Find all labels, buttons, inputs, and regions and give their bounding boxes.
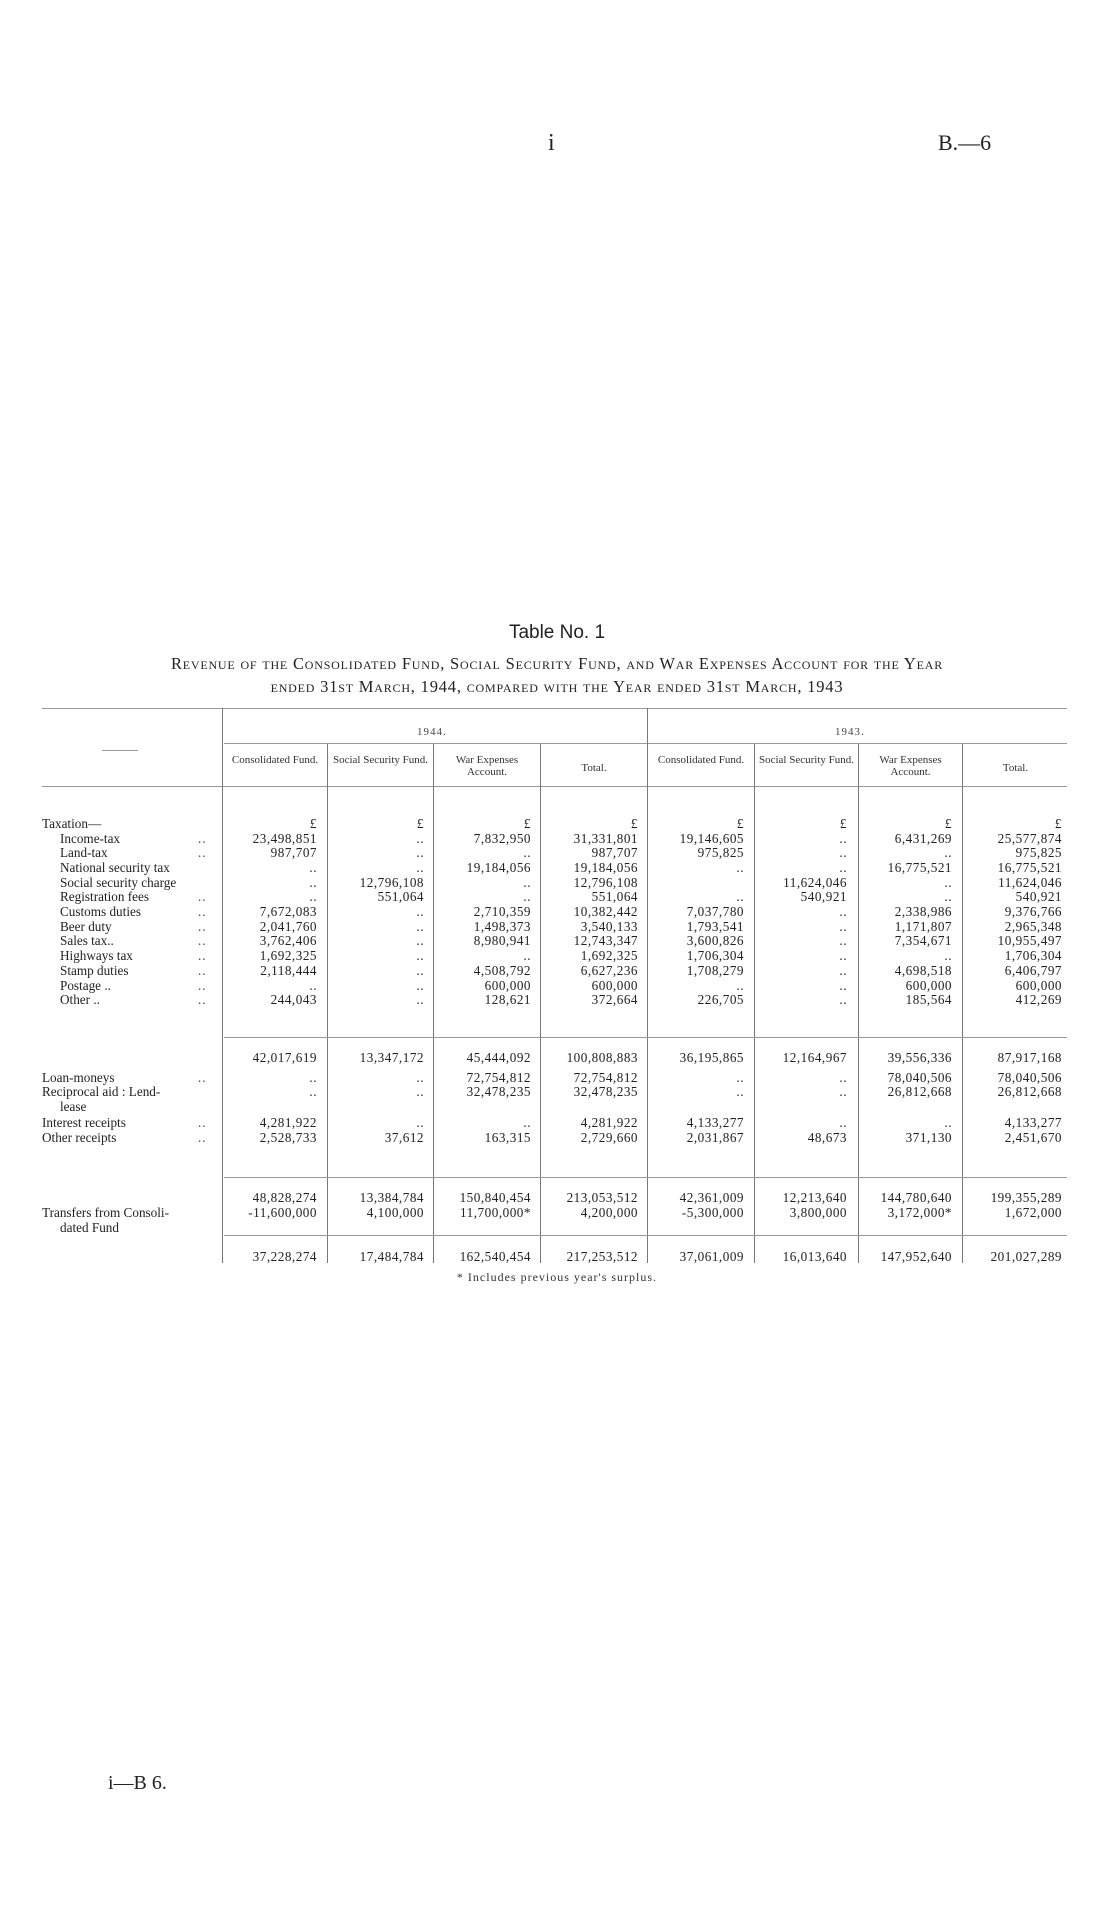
table-cell: 13,384,784	[359, 1190, 424, 1205]
table-cell: 1,171,807	[894, 919, 952, 934]
table-cell: 540,921	[800, 889, 847, 904]
table-cell: ..	[736, 1070, 744, 1085]
table-cell: 7,354,671	[894, 933, 952, 948]
table-cell: 7,037,780	[686, 904, 744, 919]
table-row	[42, 1206, 1067, 1221]
table-cell: 12,796,108	[359, 875, 424, 890]
table-cell: 37,612	[384, 1130, 424, 1145]
table-cell: 244,043	[270, 992, 317, 1007]
table-cell: ..	[523, 875, 531, 890]
table-cell: 17,484,784	[359, 1249, 424, 1264]
leader-dots: ..	[198, 1115, 207, 1130]
table-row	[42, 905, 1067, 920]
table-cell: 201,027,289	[990, 1249, 1062, 1264]
table-cell: ..	[736, 860, 744, 875]
table-cell: 2,338,986	[894, 904, 952, 919]
table-cell: 11,624,046	[783, 875, 847, 890]
table-cell: 45,444,092	[466, 1050, 531, 1065]
table-cell: ..	[839, 948, 847, 963]
table-cell: 48,673	[807, 1130, 847, 1145]
table-cell: ..	[309, 978, 317, 993]
col-head-total-1944: Total.	[581, 762, 607, 774]
table-cell: 1,706,304	[686, 948, 744, 963]
table-cell: ..	[416, 1070, 424, 1085]
table-cell: 551,064	[591, 889, 638, 904]
table-cell: 19,184,056	[466, 860, 531, 875]
table-cell: ..	[839, 831, 847, 846]
leader-dots: ..	[198, 1070, 207, 1085]
table-cell: 31,331,801	[573, 831, 638, 846]
table-cell: 19,184,056	[573, 860, 638, 875]
page-footer: i—B 6.	[108, 1772, 167, 1794]
subtotal-rule	[224, 1037, 1067, 1038]
table-cell: ..	[309, 875, 317, 890]
table-footnote: * Includes previous year's surplus.	[456, 1270, 658, 1284]
table-cell: £	[736, 816, 744, 831]
row-label: Transfers from Consoli-	[42, 1205, 169, 1220]
table-cell: ..	[944, 845, 952, 860]
table-cell: 199,355,289	[990, 1190, 1062, 1205]
table-cell: £	[523, 816, 531, 831]
table-cell: 2,451,670	[1004, 1130, 1062, 1145]
leader-dots: ..	[198, 963, 207, 978]
table-cell: ..	[523, 889, 531, 904]
table-cell: ..	[944, 875, 952, 890]
row-label: Interest receipts	[42, 1115, 126, 1130]
table-row	[42, 832, 1067, 847]
table-cell: 372,664	[591, 992, 638, 1007]
table-cell: 150,840,454	[459, 1190, 531, 1205]
subtitle-line-1: Revenue of the Consolidated Fund, Social Security Fund, and War Expenses Account for the Year	[170, 654, 944, 673]
table-cell: ..	[309, 889, 317, 904]
table-cell: 2,710,359	[473, 904, 531, 919]
row-label: dated Fund	[60, 1220, 119, 1235]
table-cell: 987,707	[270, 845, 317, 860]
table-cell: 78,040,506	[887, 1070, 952, 1085]
leader-dots: ..	[198, 1130, 207, 1145]
table-row	[42, 1221, 1067, 1236]
table-cell: 16,013,640	[782, 1249, 847, 1264]
table-cell: 78,040,506	[997, 1070, 1062, 1085]
row-label: Income-tax	[60, 831, 121, 846]
row-label: Social security charge	[60, 875, 177, 890]
row-label: Customs duties	[60, 904, 141, 919]
table-row	[42, 1100, 1067, 1115]
table-cell: 10,955,497	[997, 933, 1062, 948]
header-rule	[42, 786, 1067, 787]
table-cell: 4,508,792	[473, 963, 531, 978]
col-head-war-expenses-1943: War Expenses Account.	[879, 754, 942, 778]
table-cell: 987,707	[591, 845, 638, 860]
table-cell: 1,498,373	[473, 919, 531, 934]
table-cell: 12,743,347	[573, 933, 638, 948]
table-cell: £	[416, 816, 424, 831]
table-cell: 72,754,812	[466, 1070, 531, 1085]
table-cell: ..	[736, 1084, 744, 1099]
table-cell: ..	[944, 1115, 952, 1130]
table-row	[42, 817, 1067, 832]
table-cell: ..	[309, 860, 317, 875]
page-number: i	[548, 130, 555, 156]
table-cell: ..	[416, 919, 424, 934]
table-cell: 2,118,444	[260, 963, 317, 978]
table-cell: 2,965,348	[1004, 919, 1062, 934]
table-cell: ..	[523, 845, 531, 860]
table-title: Table No. 1	[508, 622, 606, 643]
table-cell: ..	[416, 845, 424, 860]
table-cell: 540,921	[1015, 889, 1062, 904]
subtotal-rule	[224, 1177, 1067, 1178]
table-cell: 100,808,883	[566, 1050, 638, 1065]
table-cell: 1,692,325	[259, 948, 317, 963]
table-cell: 162,540,454	[459, 1249, 531, 1264]
table-cell: 1,708,279	[686, 963, 744, 978]
table-cell: 39,556,336	[887, 1050, 952, 1065]
table-cell: 4,698,518	[894, 963, 952, 978]
stub-heading-dash	[102, 750, 138, 751]
table-cell: £	[309, 816, 317, 831]
table-cell: ..	[839, 1115, 847, 1130]
table-cell: ..	[416, 1084, 424, 1099]
table-cell: ..	[523, 948, 531, 963]
table-cell: ..	[839, 978, 847, 993]
table-cell: 37,061,009	[679, 1249, 744, 1264]
table-cell: ..	[839, 1070, 847, 1085]
table-cell: 144,780,640	[880, 1190, 952, 1205]
row-label: Taxation—	[42, 816, 102, 831]
table-cell: ..	[416, 831, 424, 846]
row-label: Other receipts	[42, 1130, 117, 1145]
table-cell: 975,825	[697, 845, 744, 860]
table-cell: ..	[416, 992, 424, 1007]
table-cell: 600,000	[1015, 978, 1062, 993]
table-row	[42, 964, 1067, 979]
table-cell: 11,624,046	[998, 875, 1062, 890]
revenue-table	[42, 708, 1067, 1263]
table-cell: 4,100,000	[366, 1205, 424, 1220]
table-cell: 7,832,950	[473, 831, 531, 846]
col-head-social-security-1944: Social Security Fund.	[332, 754, 429, 766]
table-cell: -11,600,000	[248, 1205, 317, 1220]
table-cell: 12,164,967	[782, 1050, 847, 1065]
col-head-social-security-1943: Social Security Fund.	[758, 754, 855, 766]
table-cell: ..	[309, 1070, 317, 1085]
row-label: Other ..	[60, 992, 100, 1007]
col-head-consolidated-1943: Consolidated Fund.	[657, 754, 745, 766]
leader-dots: ..	[198, 845, 207, 860]
table-cell: ..	[839, 919, 847, 934]
table-cell: ..	[416, 904, 424, 919]
table-cell: 4,133,277	[1004, 1115, 1062, 1130]
table-cell: 2,031,867	[686, 1130, 744, 1145]
year-rule	[224, 743, 1067, 744]
table-cell: 226,705	[697, 992, 744, 1007]
table-row	[42, 934, 1067, 949]
table-cell: 4,200,000	[580, 1205, 638, 1220]
table-cell: 32,478,235	[466, 1084, 531, 1099]
table-cell: £	[630, 816, 638, 831]
table-cell: -5,300,000	[681, 1205, 744, 1220]
table-cell: ..	[944, 948, 952, 963]
table-cell: 600,000	[591, 978, 638, 993]
table-cell: 147,952,640	[880, 1249, 952, 1264]
table-cell: 3,172,000*	[887, 1205, 952, 1220]
leader-dots: ..	[198, 919, 207, 934]
table-cell: 600,000	[484, 978, 531, 993]
row-label: National security tax	[60, 860, 170, 875]
table-row	[42, 1250, 1067, 1265]
subtitle-line-2: ended 31st March, 1944, compared with the Year ended 31st March, 1943	[270, 677, 844, 696]
leader-dots: ..	[198, 948, 207, 963]
table-cell: 7,672,083	[259, 904, 317, 919]
table-cell: 213,053,512	[566, 1190, 638, 1205]
table-cell: 26,812,668	[887, 1084, 952, 1099]
table-cell: 3,800,000	[789, 1205, 847, 1220]
table-row	[42, 876, 1067, 891]
row-label: Stamp duties	[60, 963, 129, 978]
table-cell: ..	[839, 992, 847, 1007]
table-cell: 1,793,541	[686, 919, 744, 934]
table-cell: ..	[416, 948, 424, 963]
table-cell: 23,498,851	[252, 831, 317, 846]
table-cell: 26,812,668	[997, 1084, 1062, 1099]
row-label: lease	[60, 1099, 87, 1114]
table-subtitle	[40, 652, 1074, 698]
table-cell: 10,382,442	[573, 904, 638, 919]
row-label: Postage ..	[60, 978, 111, 993]
table-cell: 2,041,760	[259, 919, 317, 934]
table-cell: 87,917,168	[997, 1050, 1062, 1065]
table-cell: 13,347,172	[359, 1050, 424, 1065]
table-cell: 3,540,133	[580, 919, 638, 934]
table-cell: 42,017,619	[252, 1050, 317, 1065]
leader-dots: ..	[198, 978, 207, 993]
table-cell: 12,213,640	[782, 1190, 847, 1205]
table-cell: 16,775,521	[997, 860, 1062, 875]
table-cell: ..	[416, 963, 424, 978]
table-cell: 128,621	[484, 992, 531, 1007]
row-label: Reciprocal aid : Lend-	[42, 1084, 161, 1099]
table-cell: ..	[416, 860, 424, 875]
table-cell: ..	[839, 845, 847, 860]
table-row	[42, 846, 1067, 861]
table-cell: 1,692,325	[580, 948, 638, 963]
year-1944-heading: 1944.	[417, 726, 447, 738]
table-cell: 9,376,766	[1004, 904, 1062, 919]
table-cell: 36,195,865	[679, 1050, 744, 1065]
top-rule	[42, 708, 1067, 709]
table-cell: 6,406,797	[1004, 963, 1062, 978]
table-cell: 371,130	[905, 1130, 952, 1145]
document-reference: B.—6	[938, 130, 992, 155]
table-cell: 37,228,274	[252, 1249, 317, 1264]
table-cell: ..	[736, 889, 744, 904]
table-cell: ..	[839, 963, 847, 978]
table-cell: 16,775,521	[887, 860, 952, 875]
col-head-consolidated-1944: Consolidated Fund.	[231, 754, 319, 766]
table-cell: 185,564	[905, 992, 952, 1007]
row-label: Highways tax	[60, 948, 133, 963]
table-cell: 600,000	[905, 978, 952, 993]
table-cell: 3,600,826	[686, 933, 744, 948]
table-cell: ..	[416, 1115, 424, 1130]
table-cell: £	[839, 816, 847, 831]
table-cell: £	[1054, 816, 1062, 831]
leader-dots: ..	[198, 992, 207, 1007]
table-cell: ..	[309, 1084, 317, 1099]
table-row	[42, 1131, 1067, 1146]
table-cell: ..	[839, 933, 847, 948]
table-cell: 8,980,941	[473, 933, 531, 948]
table-row	[42, 949, 1067, 964]
table-cell: 412,269	[1015, 992, 1062, 1007]
table-cell: 32,478,235	[573, 1084, 638, 1099]
col-head-war-expenses-1944: War Expenses Account.	[455, 754, 519, 778]
table-cell: 25,577,874	[997, 831, 1062, 846]
table-cell: ..	[839, 904, 847, 919]
table-cell: 48,828,274	[252, 1190, 317, 1205]
table-cell: 42,361,009	[679, 1190, 744, 1205]
leader-dots: ..	[198, 933, 207, 948]
table-cell: 163,315	[484, 1130, 531, 1145]
table-cell: 4,281,922	[259, 1115, 317, 1130]
table-cell: ..	[523, 1115, 531, 1130]
table-row	[42, 1085, 1067, 1100]
table-cell: 72,754,812	[573, 1070, 638, 1085]
table-cell: 1,672,000	[1004, 1205, 1062, 1220]
row-label: Loan-moneys	[42, 1070, 115, 1085]
row-label: Land-tax	[60, 845, 108, 860]
row-label: Sales tax..	[60, 933, 114, 948]
table-cell: 217,253,512	[566, 1249, 638, 1264]
table-cell: 12,796,108	[573, 875, 638, 890]
table-cell: 6,431,269	[894, 831, 952, 846]
table-cell: ..	[839, 1084, 847, 1099]
col-head-total-1943: Total.	[1002, 762, 1029, 774]
table-cell: 2,729,660	[580, 1130, 638, 1145]
table-cell: ..	[944, 889, 952, 904]
table-cell: 4,133,277	[686, 1115, 744, 1130]
table-cell: 975,825	[1015, 845, 1062, 860]
table-row	[42, 861, 1067, 876]
row-label: Registration fees	[60, 889, 149, 904]
table-cell: 6,627,236	[580, 963, 638, 978]
leader-dots: ..	[198, 889, 207, 904]
leader-dots: ..	[198, 831, 207, 846]
table-cell: £	[944, 816, 952, 831]
row-label: Beer duty	[60, 919, 112, 934]
table-cell: ..	[839, 860, 847, 875]
table-cell: 2,528,733	[259, 1130, 317, 1145]
year-1943-heading: 1943.	[835, 726, 865, 738]
table-cell: 3,762,406	[259, 933, 317, 948]
table-cell: 1,706,304	[1004, 948, 1062, 963]
table-row	[42, 1191, 1067, 1206]
table-cell: 19,146,605	[679, 831, 744, 846]
table-cell: ..	[736, 978, 744, 993]
table-cell: 4,281,922	[580, 1115, 638, 1130]
table-cell: 551,064	[377, 889, 424, 904]
table-row	[42, 1051, 1067, 1066]
table-row	[42, 1116, 1067, 1131]
table-cell: ..	[416, 978, 424, 993]
table-cell: ..	[416, 933, 424, 948]
table-cell: 11,700,000*	[460, 1205, 531, 1220]
table-row	[42, 890, 1067, 905]
table-row	[42, 993, 1067, 1008]
leader-dots: ..	[198, 904, 207, 919]
